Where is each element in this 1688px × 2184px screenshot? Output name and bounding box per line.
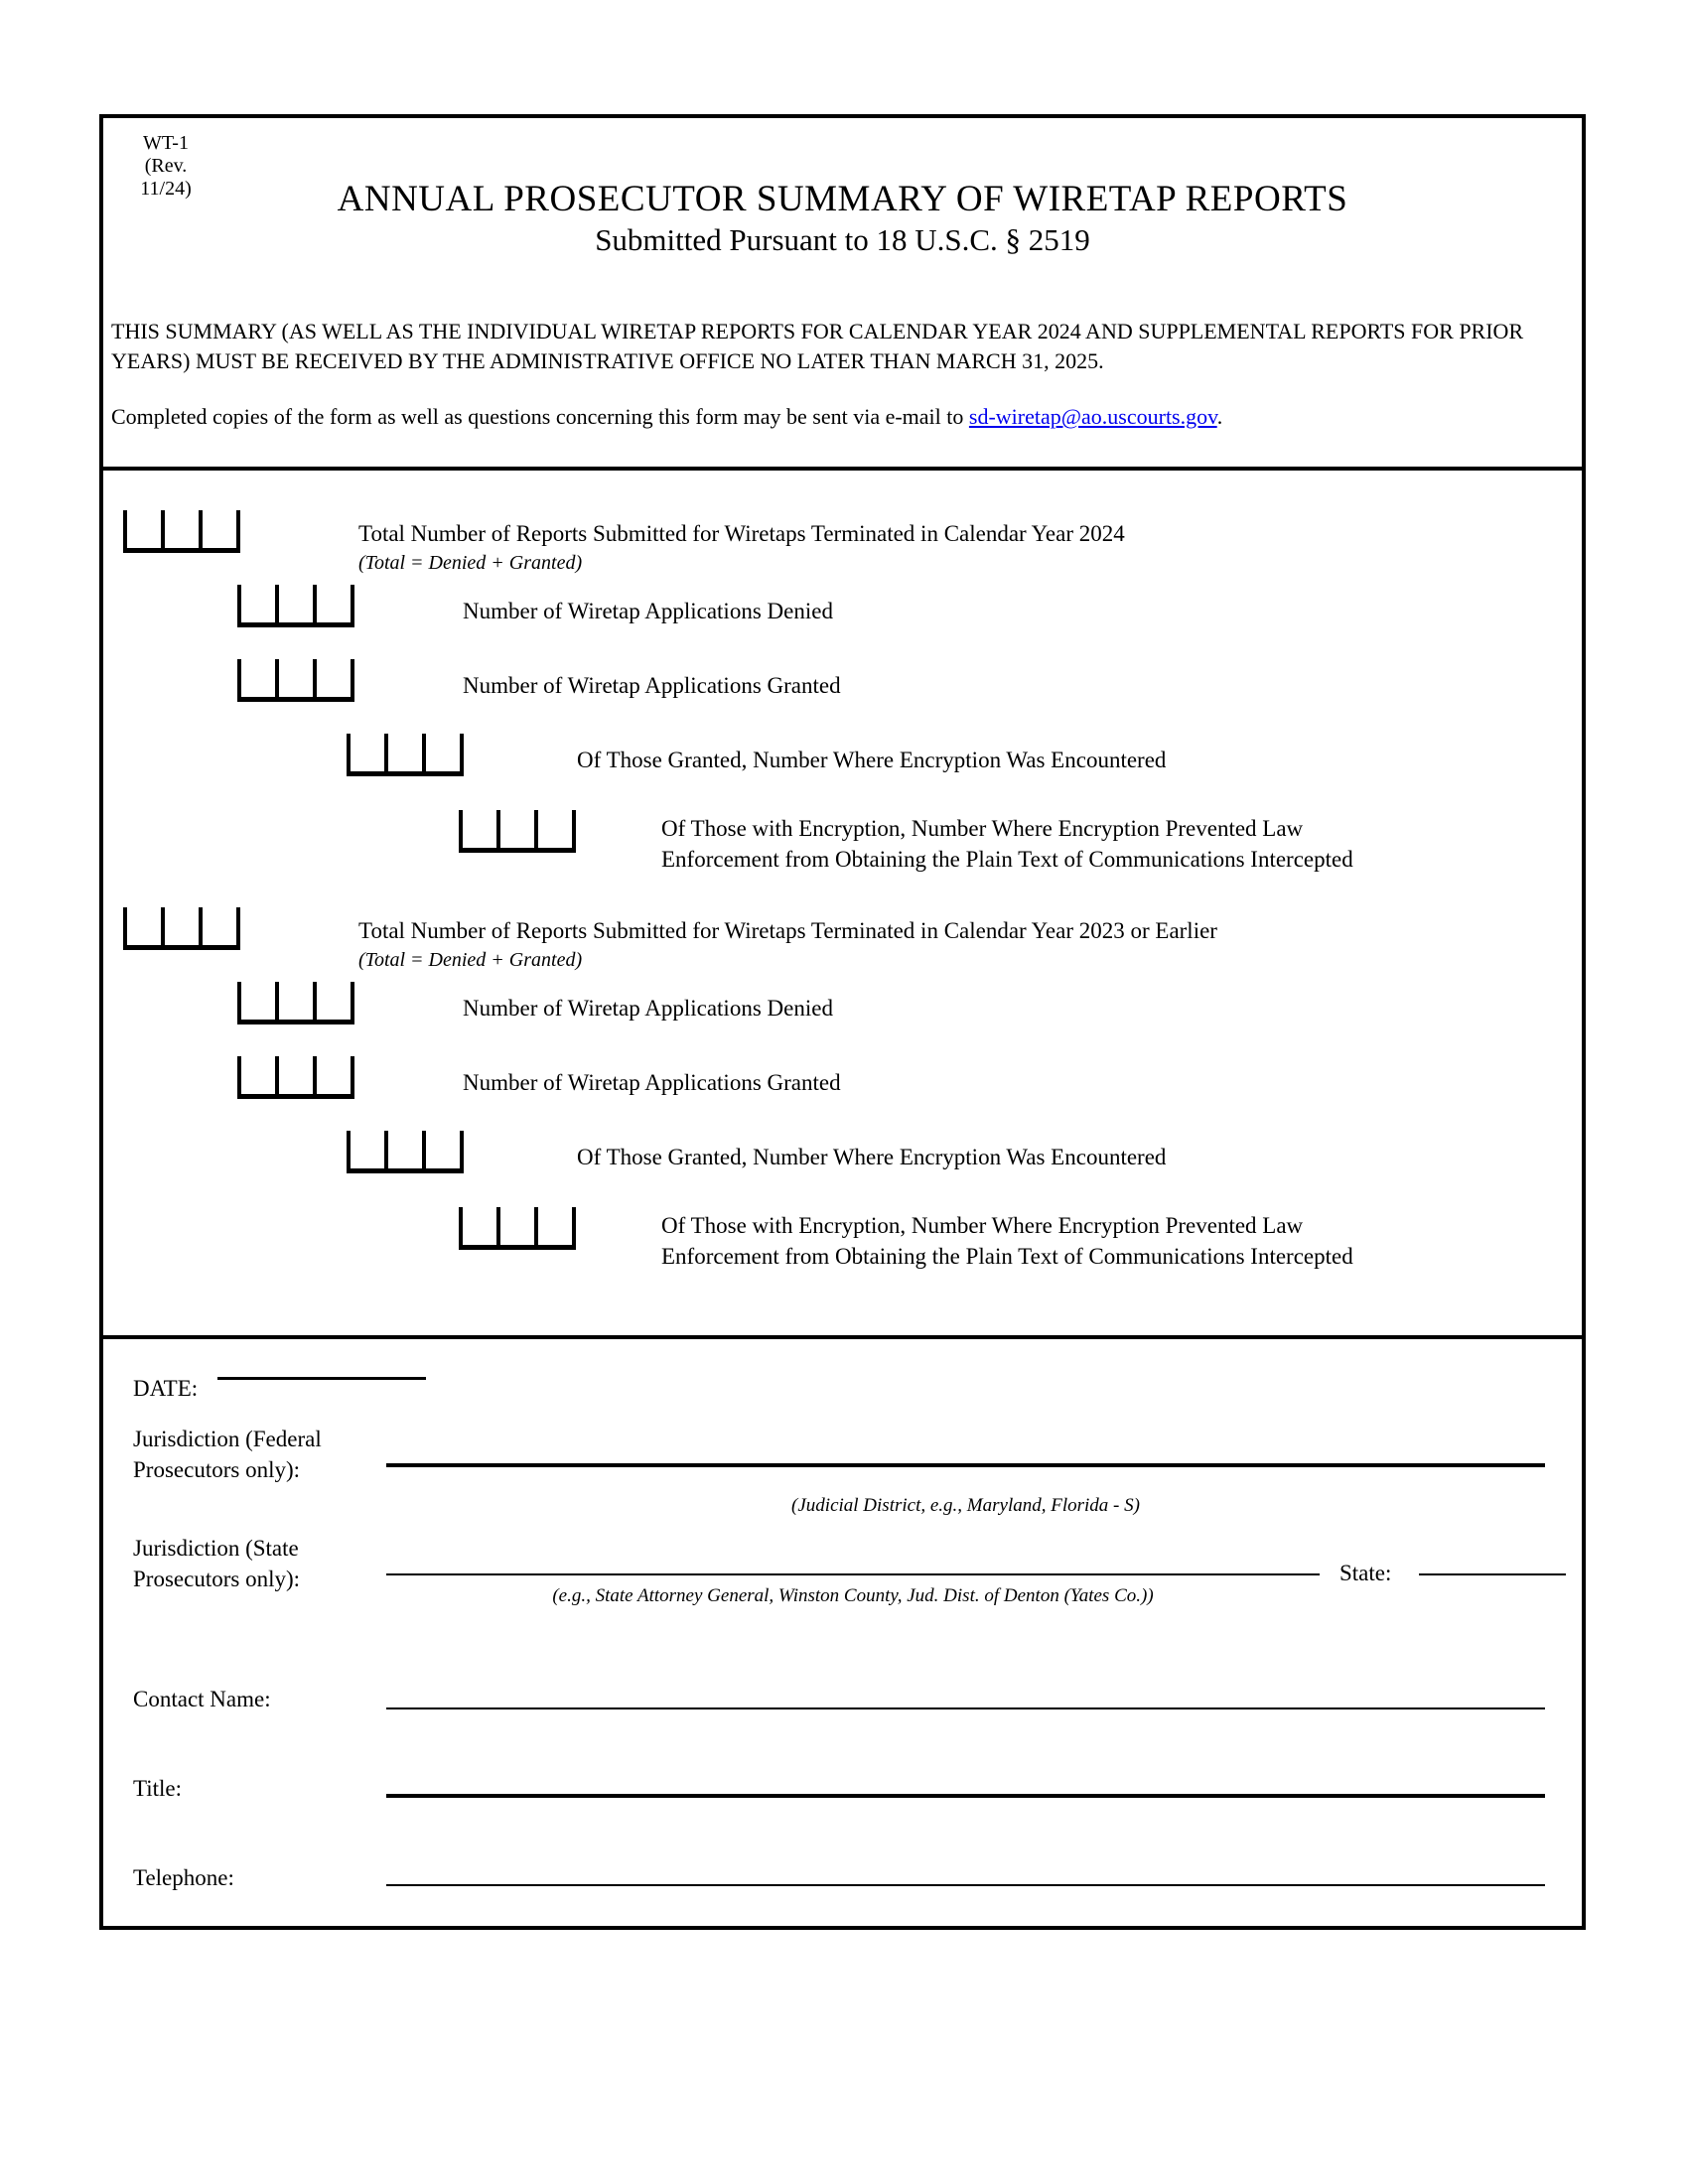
digit-cell bbox=[384, 1131, 422, 1168]
email-link[interactable]: sd-wiretap@ao.uscourts.gov bbox=[968, 404, 1217, 429]
count-field-denied-prior[interactable] bbox=[237, 982, 354, 1024]
count-label: Number of Wiretap Applications Granted bbox=[463, 1070, 841, 1095]
jurisdiction-state-hint: (e.g., State Attorney General, Winston County, Jud. Dist. of Denton (Yates Co.)) bbox=[552, 1585, 1154, 1606]
date-label: DATE: bbox=[133, 1376, 199, 1401]
count-label-line2: Enforcement from Obtaining the Plain Text of Communications Intercepted bbox=[661, 1244, 1353, 1269]
count-field-granted-prior[interactable] bbox=[237, 1056, 354, 1099]
digit-cell bbox=[275, 982, 313, 1020]
deadline-notice: THIS SUMMARY (AS WELL AS THE INDIVIDUAL WIRETAP REPORTS FOR CALENDAR YEAR 2024 AND SUPPLEMENTAL REPORTS FOR PRIOR YEARS) MUST BE RECEIVED BY THE ADMINISTRATIVE OFFICE NO LATER THAN MARCH 31, 2025. bbox=[111, 319, 1524, 373]
count-sublabel: (Total = Denied + Granted) bbox=[358, 552, 583, 574]
jurisdiction-federal-hint: (Judicial District, e.g., Maryland, Florida - S) bbox=[791, 1495, 1140, 1516]
digit-cell bbox=[275, 1056, 313, 1094]
digit-cell bbox=[313, 659, 351, 697]
digit-cell bbox=[237, 659, 275, 697]
digit-cell bbox=[313, 982, 351, 1020]
form-revision: (Rev. 11/24) bbox=[140, 155, 192, 200]
digit-cell bbox=[534, 810, 572, 848]
digit-cell bbox=[199, 907, 236, 945]
digit-cell bbox=[237, 585, 275, 622]
digit-cell bbox=[422, 734, 460, 771]
jurisdiction-federal-input-line[interactable] bbox=[386, 1463, 1545, 1467]
email-instruction-period: . bbox=[1216, 404, 1223, 429]
digit-cell bbox=[161, 510, 199, 548]
email-instruction-text: Completed copies of the form as well as questions concerning this form may be sent via e-mail to bbox=[111, 404, 969, 429]
digit-cell bbox=[199, 510, 236, 548]
jurisdiction-federal-label-line2: Prosecutors only): bbox=[133, 1457, 301, 1482]
jurisdiction-state-label-line2: Prosecutors only): bbox=[133, 1567, 301, 1591]
contact-name-input-line[interactable] bbox=[386, 1707, 1545, 1709]
digit-cell bbox=[496, 1207, 534, 1245]
section-divider-bottom bbox=[102, 1335, 1583, 1339]
page-subtitle: Submitted Pursuant to 18 U.S.C. § 2519 bbox=[595, 222, 1090, 257]
digit-cell bbox=[384, 734, 422, 771]
digit-cell bbox=[123, 510, 161, 548]
count-label: Total Number of Reports Submitted for Wiretaps Terminated in Calendar Year 2024 bbox=[358, 521, 1125, 546]
count-sublabel: (Total = Denied + Granted) bbox=[358, 949, 583, 971]
digit-cell bbox=[313, 585, 351, 622]
digit-cell bbox=[237, 982, 275, 1020]
digit-cell bbox=[275, 659, 313, 697]
title-input-line[interactable] bbox=[386, 1794, 1545, 1798]
title-label: Title: bbox=[133, 1776, 183, 1801]
digit-cell bbox=[347, 1131, 384, 1168]
telephone-input-line[interactable] bbox=[386, 1884, 1545, 1886]
count-label: Number of Wiretap Applications Denied bbox=[463, 996, 833, 1021]
telephone-label: Telephone: bbox=[133, 1865, 234, 1890]
digit-cell bbox=[275, 585, 313, 622]
digit-cell bbox=[534, 1207, 572, 1245]
count-label bbox=[661, 813, 1485, 875]
count-field-encryption-cy2024[interactable] bbox=[347, 734, 464, 776]
section-divider-top bbox=[102, 467, 1583, 471]
jurisdiction-state-label bbox=[133, 1533, 300, 1594]
state-label: State: bbox=[1339, 1561, 1392, 1585]
jurisdiction-federal-label bbox=[133, 1424, 322, 1485]
state-input-line[interactable] bbox=[1419, 1573, 1566, 1575]
count-field-total-prior[interactable] bbox=[123, 907, 240, 950]
digit-cell bbox=[347, 734, 384, 771]
count-label-line1: Of Those with Encryption, Number Where Encryption Prevented Law bbox=[661, 1213, 1304, 1238]
count-field-granted-cy2024[interactable] bbox=[237, 659, 354, 702]
count-label: Number of Wiretap Applications Granted bbox=[463, 673, 841, 698]
form-outer-border bbox=[99, 114, 1586, 1930]
count-label-line1: Of Those with Encryption, Number Where Encryption Prevented Law bbox=[661, 816, 1304, 841]
jurisdiction-federal-label-line1: Jurisdiction (Federal bbox=[133, 1427, 322, 1451]
digit-cell bbox=[496, 810, 534, 848]
count-field-encryption-prevented-cy2024[interactable] bbox=[459, 810, 576, 853]
digit-cell bbox=[123, 907, 161, 945]
digit-cell bbox=[422, 1131, 460, 1168]
digit-cell bbox=[237, 1056, 275, 1094]
digit-cell bbox=[313, 1056, 351, 1094]
count-field-total-cy2024[interactable] bbox=[123, 510, 240, 553]
digit-cell bbox=[459, 1207, 496, 1245]
count-field-denied-cy2024[interactable] bbox=[237, 585, 354, 627]
count-label-line2: Enforcement from Obtaining the Plain Text of Communications Intercepted bbox=[661, 847, 1353, 872]
count-label: Of Those Granted, Number Where Encryption Was Encountered bbox=[577, 748, 1167, 772]
count-field-encryption-prevented-prior[interactable] bbox=[459, 1207, 576, 1250]
jurisdiction-state-input-line[interactable] bbox=[386, 1573, 1320, 1575]
jurisdiction-state-label-line1: Jurisdiction (State bbox=[133, 1536, 299, 1561]
form-number: WT-1 bbox=[143, 132, 189, 154]
page-title: ANNUAL PROSECUTOR SUMMARY OF WIRETAP REPORTS bbox=[337, 179, 1348, 219]
contact-name-label: Contact Name: bbox=[133, 1687, 271, 1711]
count-label: Of Those Granted, Number Where Encryption Was Encountered bbox=[577, 1145, 1167, 1169]
count-field-encryption-prior[interactable] bbox=[347, 1131, 464, 1173]
digit-cell bbox=[161, 907, 199, 945]
count-label: Number of Wiretap Applications Denied bbox=[463, 599, 833, 623]
count-label bbox=[661, 1210, 1485, 1272]
digit-cell bbox=[459, 810, 496, 848]
count-label: Total Number of Reports Submitted for Wiretaps Terminated in Calendar Year 2023 or Earlier bbox=[358, 918, 1217, 943]
date-input-line[interactable] bbox=[217, 1377, 426, 1380]
email-instruction bbox=[111, 404, 1566, 430]
